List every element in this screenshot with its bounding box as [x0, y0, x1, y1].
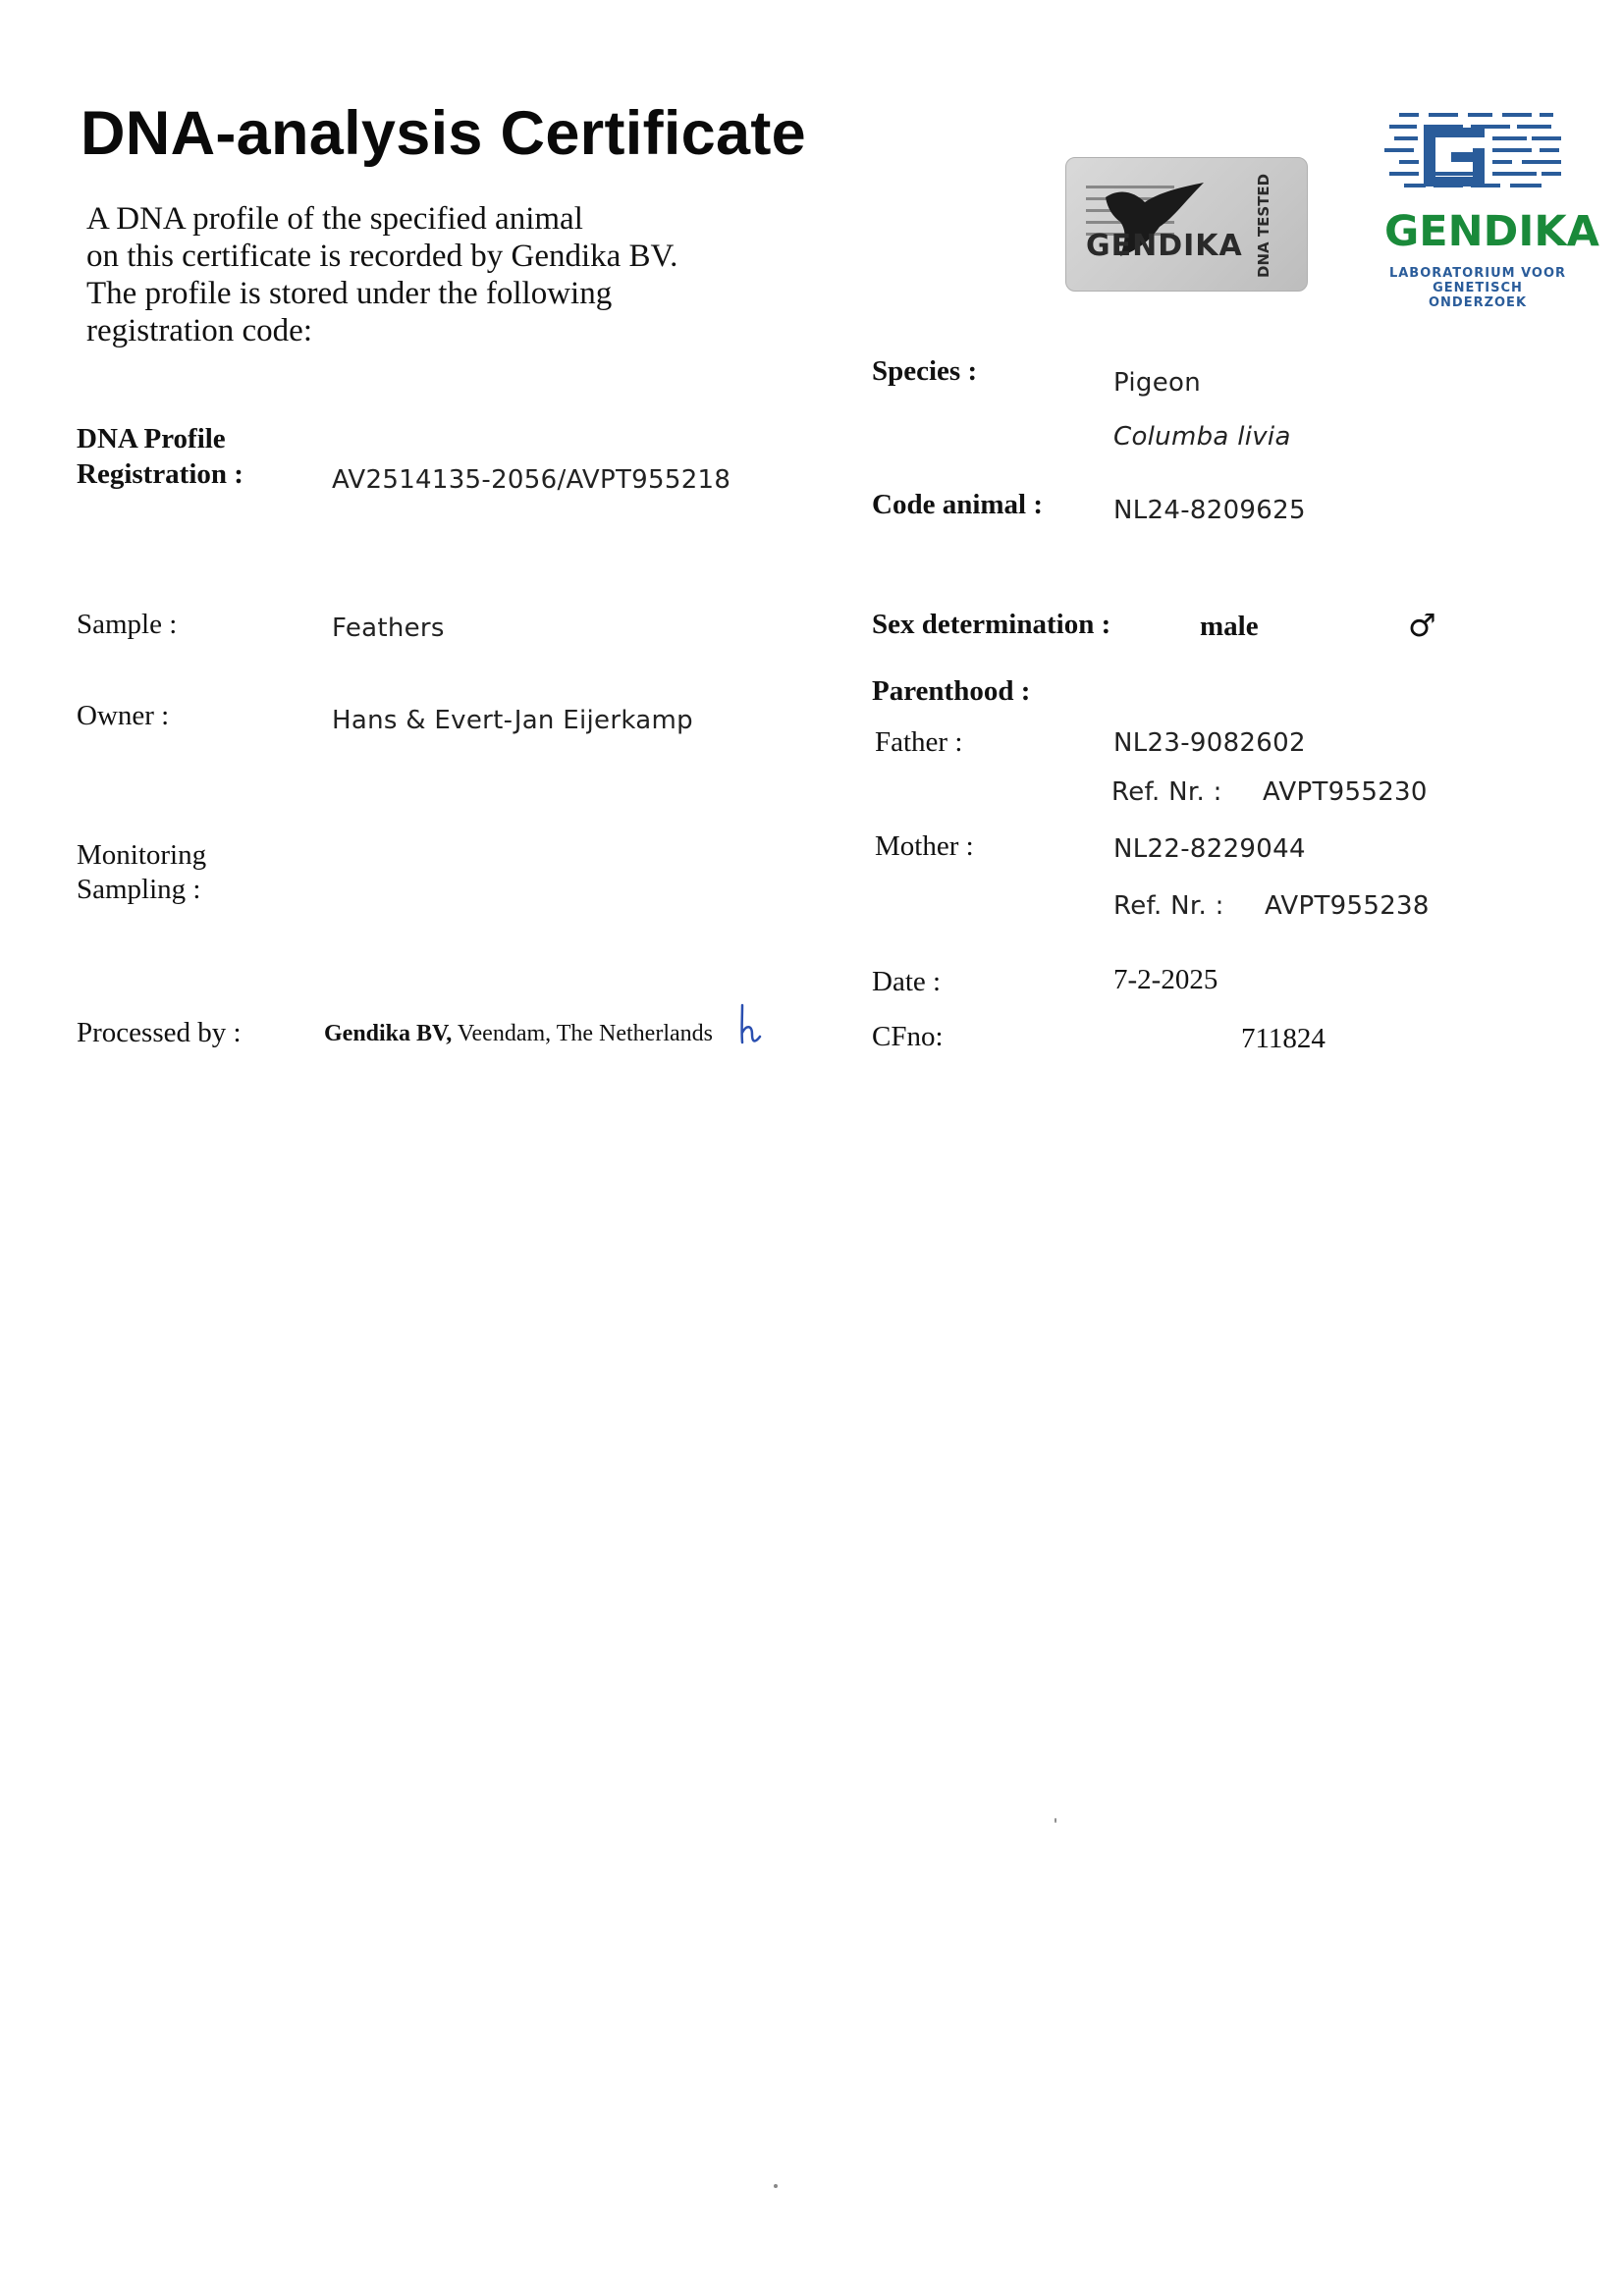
parenthood-label: Parenthood : — [872, 675, 1031, 707]
logo-tagline: LABORATORIUM VOOR — [1388, 266, 1567, 281]
intro-line: on this certificate is recorded by Gendika BV. — [86, 239, 678, 274]
owner-value: Hans & Evert-Jan Eijerkamp — [332, 706, 693, 735]
species-common: Pigeon — [1113, 368, 1202, 398]
owner-label: Owner : — [77, 700, 170, 731]
logo-tagline: GENETISCH ONDERZOEK — [1428, 281, 1528, 310]
code-animal-value: NL24-8209625 — [1113, 496, 1306, 525]
logo-name: GENDIKA — [1384, 207, 1599, 256]
processed-company: Gendika BV, — [324, 1021, 453, 1046]
sampling-label: Sampling : — [77, 874, 201, 905]
date-value: 7-2-2025 — [1113, 964, 1218, 995]
registration-value: AV2514135-2056/AVPT955218 — [332, 465, 731, 495]
intro-line: A DNA profile of the specified animal — [86, 201, 583, 237]
sample-label: Sample : — [77, 609, 178, 640]
father-label: Father : — [875, 726, 963, 758]
cfno-value: 711824 — [1241, 1023, 1325, 1054]
code-animal-label: Code animal : — [872, 489, 1043, 520]
scan-speck — [1055, 1818, 1056, 1823]
father-ref-value: AVPT955230 — [1263, 777, 1428, 807]
sticker-brand: GENDIKA — [1086, 229, 1243, 263]
intro-line: registration code: — [86, 313, 313, 348]
father-ref-label: Ref. Nr. : — [1111, 777, 1222, 807]
intro-line: The profile is stored under the following — [86, 276, 613, 311]
page-title: DNA-analysis Certificate — [81, 99, 806, 168]
mother-label: Mother : — [875, 830, 974, 862]
processed-label: Processed by : — [77, 1017, 242, 1048]
processed-location: Veendam, The Netherlands — [452, 1021, 713, 1046]
scan-speck — [774, 2184, 778, 2188]
sex-value: male — [1200, 611, 1259, 642]
gendika-logo — [1384, 108, 1599, 310]
species-label: Species : — [872, 355, 978, 387]
processed-value — [324, 1021, 713, 1047]
handwritten-initial-icon — [736, 1003, 766, 1046]
monitoring-label: Monitoring — [77, 839, 207, 871]
male-symbol-icon: ♂ — [1408, 607, 1436, 644]
cfno-label: CFno: — [872, 1021, 944, 1052]
sample-value: Feathers — [332, 614, 445, 643]
dna-tested-sticker — [1065, 157, 1308, 292]
date-label: Date : — [872, 966, 942, 997]
sex-label: Sex determination : — [872, 609, 1111, 640]
sticker-tag: DNA TESTED — [1255, 173, 1272, 278]
registration-label: DNA Profile — [77, 423, 226, 454]
species-latin: Columba livia — [1113, 422, 1291, 452]
mother-ref-value: AVPT955238 — [1265, 891, 1430, 921]
registration-label: Registration : — [77, 458, 243, 490]
father-value: NL23-9082602 — [1113, 728, 1306, 758]
mother-value: NL22-8229044 — [1113, 834, 1306, 864]
dna-bars-logo-icon — [1384, 108, 1571, 216]
mother-ref-label: Ref. Nr. : — [1113, 891, 1224, 921]
